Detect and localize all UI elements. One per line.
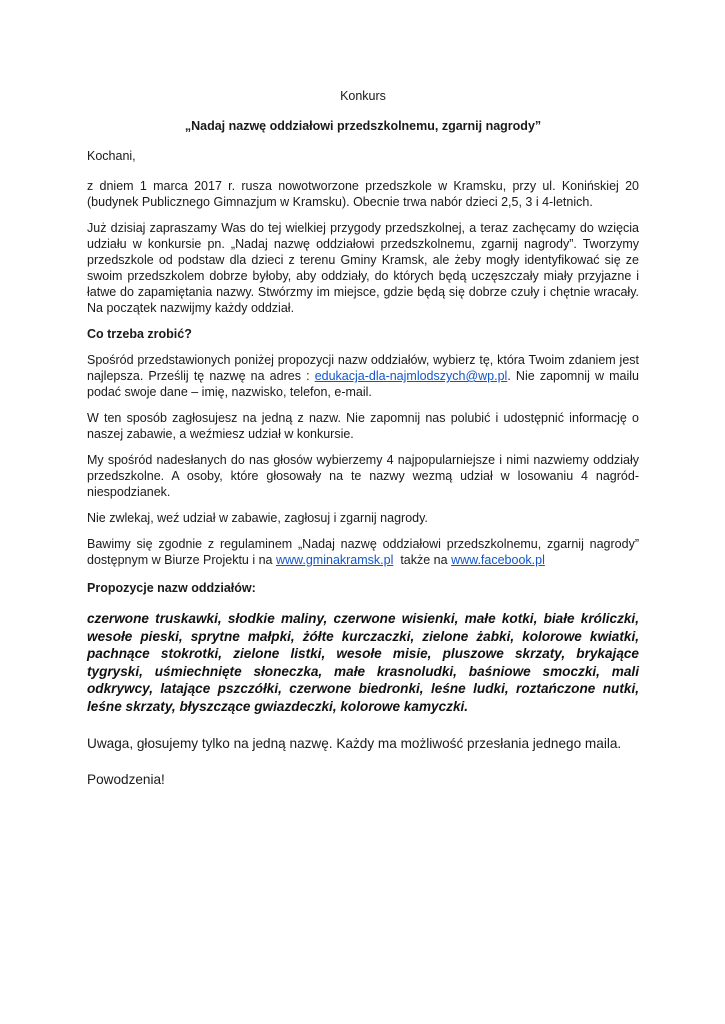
closing-text: Powodzenia! — [87, 772, 165, 787]
section-heading-names: Propozycje nazw oddziałów: — [87, 581, 256, 595]
paragraph-call-to-action: Nie zwlekaj, weź udział w zabawie, zagłosuj i zgarnij nagrody. — [87, 511, 428, 525]
rules-text-before: Bawimy się zgodnie z regulaminem „Nadaj nazwę oddziałowi przedszkolnemu, zgarnij nagrody” dostępnym w Biurze Projektu i na — [87, 537, 639, 567]
document-page — [87, 88, 639, 807]
paragraph-intro: z dniem 1 marca 2017 r. rusza nowotworzone przedszkole w Kramsku, przy ul. Konińskiej 20 (budynek Publicznego Gimnazjum w Kramsku). Obecnie trwa nabór dzieci 2,5, 3 i 4-letnich. — [87, 179, 639, 209]
paragraph-invitation: Już dzisiaj zapraszamy Was do tej wielkiej przygody przedszkolnej, a teraz zachęcamy do wzięcia udziału w konkursie pn. „Nadaj nazwę oddziałowi przedszkolnemu, zgarnij nagrody”. Tworzymy przedszkole od podstaw dla dzieci z terenu Gminy Kramsk, ale żeby mogły identyfikować się ze swoim przedszkolem dobrze byłoby, aby oddziały, do których będą uczęszczały miały przyjazne i łatwe do zapamiętania nazwy. Stwórzmy im miejsce, gdzie będą się dobrze czuły i chętnie wracały. Na początek nazwijmy każdy oddział. — [87, 221, 639, 315]
rules-text-middle: także na — [393, 553, 452, 567]
instructions-text-after: . Nie zapomnij w mailu podać swoje dane – imię, nazwisko, telefon, e-mail. — [87, 369, 639, 399]
voting-note: Uwaga, głosujemy tylko na jedną nazwę. Każdy ma możliwość przesłania jednego maila. — [87, 736, 622, 751]
document-heading: Konkurs — [340, 89, 386, 103]
paragraph-rules — [87, 536, 639, 568]
section-heading-what-to-do: Co trzeba zrobić? — [87, 327, 192, 341]
greeting: Kochani, — [87, 149, 136, 163]
gminakramsk-link[interactable]: www.gminakramsk.pl — [275, 553, 394, 567]
name-proposals-list: czerwone truskawki, słodkie maliny, czerwone wisienki, małe kotki, białe króliczki, wesołe pieski, sprytne małpki, żółte kurczaczki, zielone żabki, kolorowe kwiatki, pachnące stokrotki, zielone listki, wesołe misie, pluszowe skrzaty, brykające tygryski, uśmiechnięte słoneczka, małe krasnoludki, baśniowe smoczki, mali odkrywcy, latające pszczółki, czerwone biedronki, leśne ludki, roztańczone nutki, leśne skrzaty, błyszczące gwiazdeczki, kolorowe kamyczki. — [87, 611, 639, 714]
paragraph-instructions — [87, 352, 639, 400]
paragraph-voting: W ten sposób zagłosujesz na jedną z nazw. Nie zapomnij nas polubić i udostępnić informację o naszej zabawie, a weźmiesz udział w konkursie. — [87, 411, 639, 441]
instructions-text-before: Spośród przedstawionych poniżej propozycji nazw oddziałów, wybierz tę, która Twoim zdaniem jest najlepsza. Prześlij tę nazwę na adres : — [87, 353, 639, 383]
email-link[interactable]: edukacja-dla-najmlodszych@wp.pl — [314, 369, 508, 383]
contest-title: „Nadaj nazwę oddziałowi przedszkolnemu, zgarnij nagrody” — [184, 119, 542, 133]
facebook-link[interactable]: www.facebook.pl — [451, 553, 545, 567]
paragraph-selection: My spośród nadesłanych do nas głosów wybierzemy 4 najpopularniejsze i nimi nazwiemy oddziały przedszkolne. A osoby, które głosowały na te nazwy wezmą udział w losowaniu 4 nagród-niespodzianek. — [87, 453, 639, 499]
